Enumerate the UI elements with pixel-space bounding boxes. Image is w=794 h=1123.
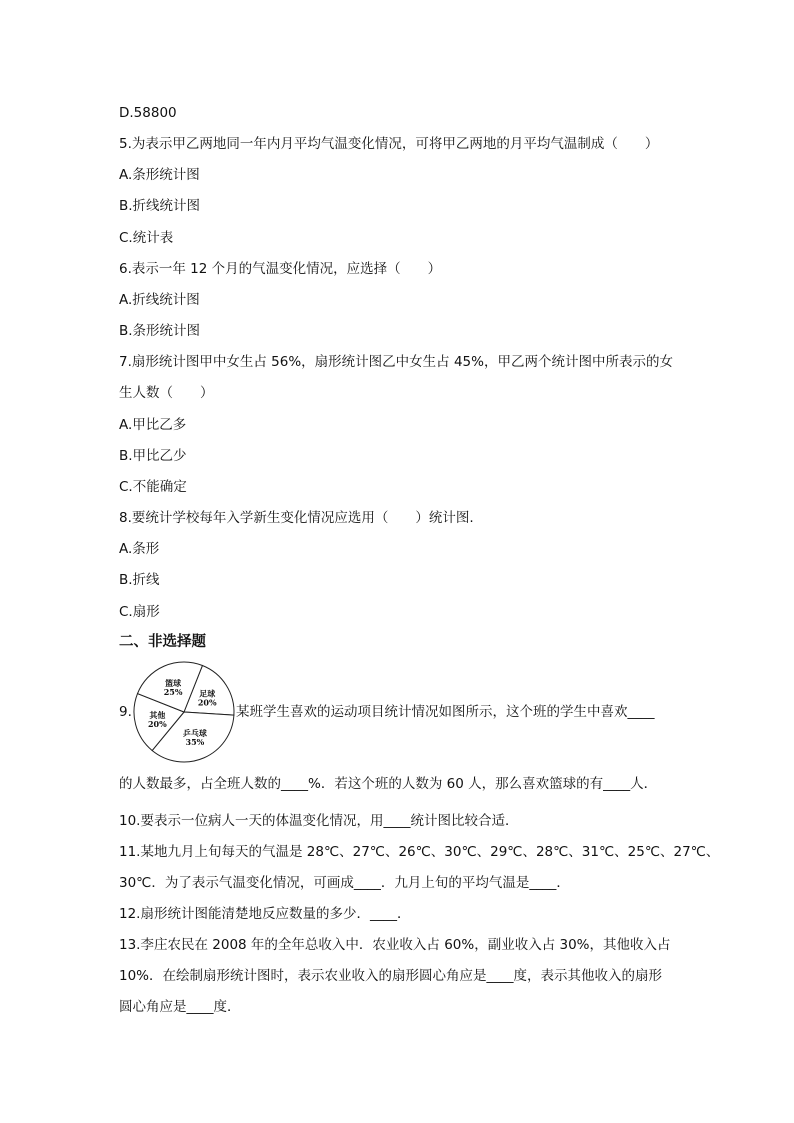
q7-option-a: A.甲比乙多 bbox=[119, 417, 187, 433]
q11-line2: 30℃．为了表示气温变化情况，可画成____．九月上旬的平均气温是____． bbox=[119, 875, 570, 891]
q5-stem: 5.为表示甲乙两地同一年内月平均气温变化情况，可将甲乙两地的月平均气温制成（ ） bbox=[119, 136, 659, 152]
q9-text-line1: 某班学生喜欢的运动项目统计情况如图所示，这个班的学生中喜欢____ bbox=[236, 704, 655, 720]
q10-text: 10.要表示一位病人一天的体温变化情况，用____统计图比较合适． bbox=[119, 813, 519, 829]
pie-slice-value-2: 20% bbox=[147, 718, 167, 729]
q7-option-c: C.不能确定 bbox=[119, 479, 187, 495]
q8-stem: 8.要统计学校每年入学新生变化情况应选用（ ）统计图. bbox=[119, 510, 474, 526]
sports-pie-chart bbox=[132, 660, 236, 764]
q5-option-a: A.条形统计图 bbox=[119, 167, 200, 183]
q13-line2: 10%．在绘制扇形统计图时，表示农业收入的扇形圆心角应是____度，表示其他收入的扇形 bbox=[119, 968, 663, 984]
section-2-title: 二、非选择题 bbox=[119, 634, 206, 650]
q9-text-line2: 的人数最多，占全班人数的____%．若这个班的人数为 60 人，那么喜欢篮球的有____人． bbox=[119, 776, 658, 792]
q5-option-b: B.折线统计图 bbox=[119, 198, 201, 214]
q4-option-d: D.58800 bbox=[119, 105, 177, 121]
q7-option-b: B.甲比乙少 bbox=[119, 448, 187, 464]
q5-option-c: C.统计表 bbox=[119, 230, 174, 246]
pie-chart-svg bbox=[132, 660, 236, 764]
q12-text: 12.扇形统计图能清楚地反应数量的多少．____． bbox=[119, 906, 411, 922]
pie-slice-value-3: 25% bbox=[163, 686, 183, 697]
q8-option-c: C.扇形 bbox=[119, 604, 160, 620]
q6-option-b: B.条形统计图 bbox=[119, 323, 201, 339]
q6-option-a: A.折线统计图 bbox=[119, 292, 200, 308]
pie-slice-label-3: 篮球 bbox=[165, 677, 182, 688]
q13-line1: 13.李庄农民在 2008 年的全年总收入中．农业收入占 60%，副业收入占 30%，其他收入占 bbox=[119, 937, 671, 953]
q7-stem-line2: 生人数（ ） bbox=[119, 385, 214, 401]
pie-slice-value-1: 35% bbox=[185, 737, 205, 748]
pie-slice-label-2: 其他 bbox=[149, 709, 166, 720]
q11-line1: 11.某地九月上旬每天的气温是 28℃、27℃、26℃、30℃、29℃、28℃、31℃、25℃、27℃、 bbox=[119, 844, 720, 860]
q13-line3: 圆心角应是____度． bbox=[119, 999, 241, 1015]
q6-stem: 6.表示一年 12 个月的气温变化情况，应选择（ ） bbox=[119, 261, 442, 277]
q8-option-b: B.折线 bbox=[119, 572, 160, 588]
q9-number: 9. bbox=[119, 704, 132, 720]
q7-stem-line1: 7.扇形统计图甲中女生占 56%，扇形统计图乙中女生占 45%，甲乙两个统计图中所表示的女 bbox=[119, 354, 673, 370]
q8-option-a: A.条形 bbox=[119, 541, 160, 557]
pie-slice-label-1: 乒乓球 bbox=[182, 728, 207, 739]
pie-slice-value-0: 20% bbox=[197, 697, 217, 708]
pie-slice-label-0: 足球 bbox=[199, 688, 216, 699]
